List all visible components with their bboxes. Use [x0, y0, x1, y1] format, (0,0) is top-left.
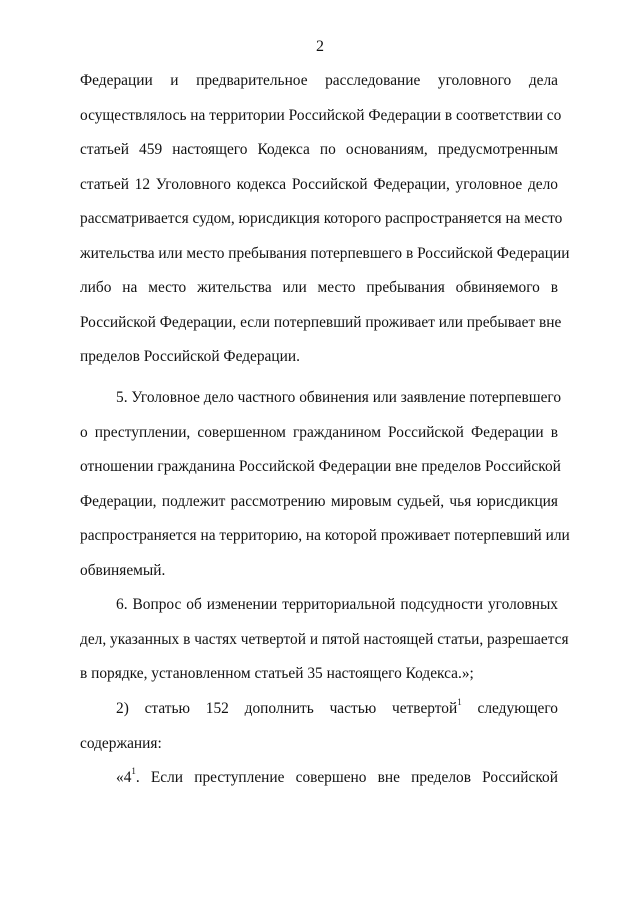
superscript: 1 [457, 696, 462, 707]
text-line: распространяется на территорию, на которой проживает потерпевший или [80, 527, 570, 544]
text-line: в порядке, установленном статьей 35 настоящего Кодекса.»; [80, 665, 474, 682]
text-line: осуществлялось на территории Российской Федерации в соответствии со [80, 106, 562, 124]
superscript: 1 [131, 765, 136, 776]
text-line: пределов Российской Федерации. [80, 348, 300, 365]
text-line: дел, указанных в частях четвертой и пятой настоящей статьи, разрешается [80, 630, 569, 648]
text-line: Федерации, подлежит рассмотрению мировым судьей, чья юрисдикция [80, 492, 558, 510]
text-line: обвиняемый. [80, 561, 166, 579]
text-line: Российской Федерации, если потерпевший проживает или пребывает вне [80, 313, 562, 331]
paragraph-quoted-part-4-1 [80, 761, 558, 796]
paragraph-part-6 [80, 588, 569, 692]
text-line: 6. Вопрос об изменении территориальной подсудности уголовных [116, 596, 558, 613]
paragraph-part-5 [80, 381, 570, 588]
text-line: жительства или место пребывания потерпевшего в Российской Федерации [80, 244, 570, 262]
text-line: отношении гражданина Российской Федерации вне пределов Российской [80, 458, 561, 475]
text-line: Федерации и предварительное расследование уголовного дела [80, 72, 558, 89]
text-line: статьей 12 Уголовного кодекса Российской Федерации, уголовное дело [80, 175, 558, 193]
paragraph-amendment-item-2 [80, 692, 558, 761]
paragraph-continuation [80, 64, 570, 375]
text-line: о преступлении, совершенном гражданином Российской Федерации в [80, 423, 558, 441]
text-fragment: . Если преступление совершено вне пределов Российской [135, 769, 558, 786]
page-number: 2 [316, 38, 324, 55]
text-fragment: следующего [461, 700, 558, 717]
text-line [80, 761, 558, 796]
text-line: статьей 459 настоящего Кодекса по основаниям, предусмотренным [80, 141, 558, 158]
text-line: содержания: [80, 734, 162, 752]
text-fragment: 2) статью 152 дополнить частью четвертой [116, 700, 458, 717]
text-line [80, 692, 558, 727]
text-fragment: «4 [116, 769, 132, 786]
text-line: рассматривается судом, юрисдикция которого распространяется на место [80, 210, 563, 227]
text-line: либо на место жительства или место пребывания обвиняемого в [80, 279, 558, 296]
text-line: 5. Уголовное дело частного обвинения или заявление потерпевшего [116, 389, 562, 406]
